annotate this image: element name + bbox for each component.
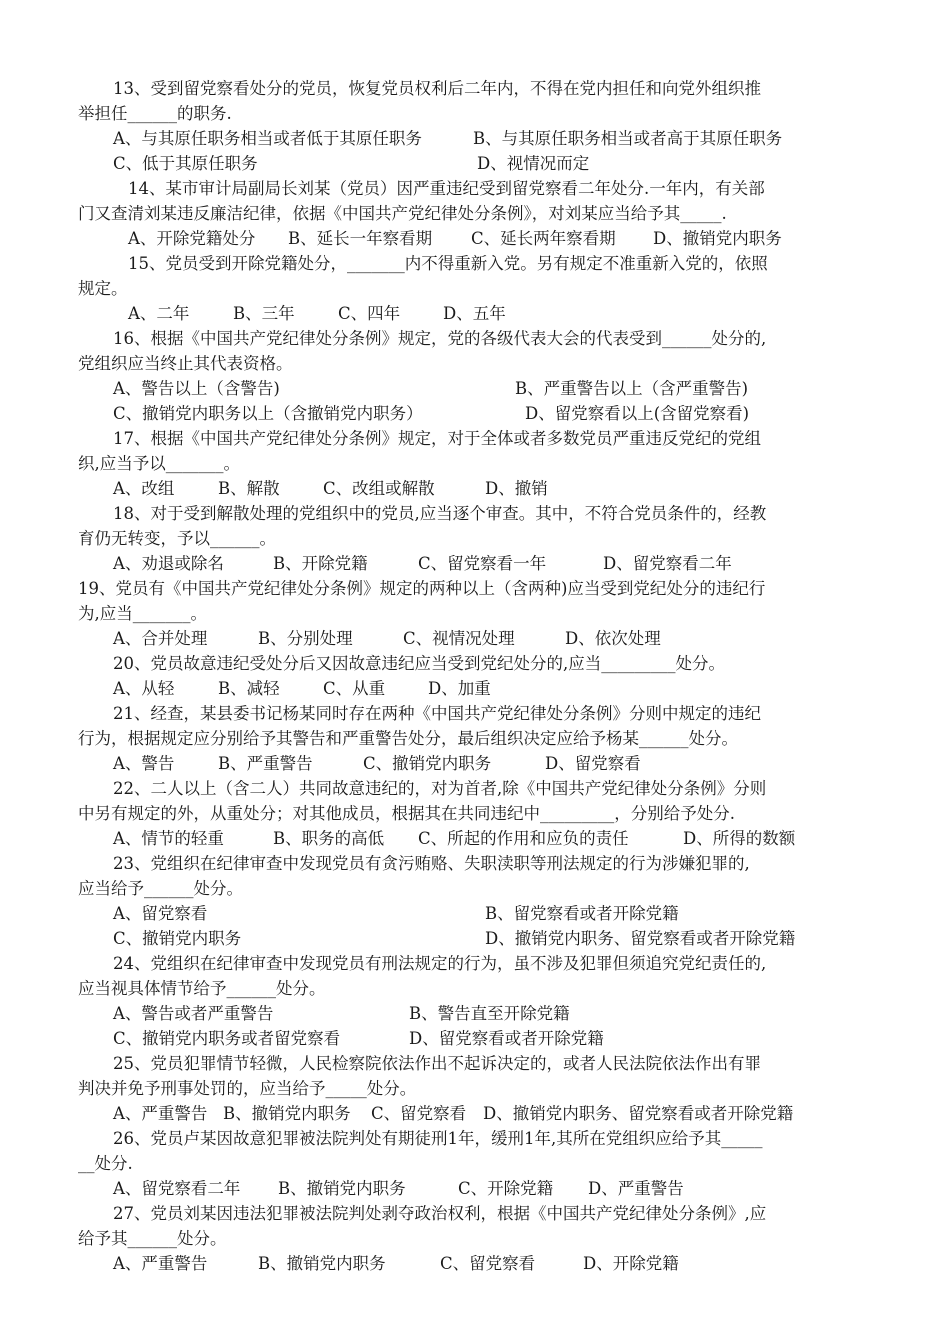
question-text: 19、党员有《中国共产党纪律处分条例》规定的两种以上（含两种)应当受到党纪处分的违纪行 [78,579,766,598]
option-b: B、严重警告以上（含严重警告) [515,379,749,398]
option-c: C、留党察看一年 [418,554,547,573]
option-c: C、延长两年察看期 [471,229,616,248]
question-text: 22、二人以上（含二人）共同故意违纪的，对为首者,除《中国共产党纪律处分条例》分则 [113,779,767,798]
option-row [113,926,913,951]
question-text: 20、党员故意违纪受处分后又因故意违纪应当受到党纪处分的,应当_________处分。 [113,654,725,673]
option-b: B、开除党籍 [273,554,368,573]
option-row [113,151,913,176]
question-text: 23、党组织在纪律审查中发现党员有贪污贿赂、失职渎职等刑法规定的行为涉嫌犯罪的, [113,854,750,873]
option-d: D、撤销 [485,479,548,498]
option-d: D、留党察看以上(含留党察看) [525,404,750,423]
option-c: C、撤销党内职务 [113,929,242,948]
question-text: 15、党员受到开除党籍处分，_______内不得重新入党。另有规定不准重新入党的，依照 [128,254,768,273]
option-c: C、改组或解散 [323,479,435,498]
option-b: B、减轻 [218,679,280,698]
option-row [113,1001,913,1026]
option-a: A、警告以上（含警告) [113,379,280,398]
option-d: D、所得的数额 [683,829,796,848]
question-text: 13、受到留党察看处分的党员，恢复党员权利后二年内，不得在党内担任和向党外组织推 [113,79,761,98]
option-b: B、职务的高低 [273,829,385,848]
option-row [113,376,913,401]
option-a: A、留党察看二年 [113,1179,241,1198]
question-text: 织,应当予以_______。 [78,454,240,473]
option-row [113,1101,913,1126]
option-b: B、分别处理 [258,629,353,648]
option-row [113,1176,913,1201]
question-text: 27、党员刘某因违法犯罪被法院判处剥夺政治权利，根据《中国共产党纪律处分条例》,应 [113,1204,767,1223]
option-d: D、视情况而定 [477,154,590,173]
question-text: 16、根据《中国共产党纪律处分条例》规定，党的各级代表大会的代表受到______处分的, [113,329,767,348]
question-text: 17、根据《中国共产党纪律处分条例》规定，对于全体或者多数党员严重违反党纪的党组 [113,429,761,448]
option-d: D、留党察看或者开除党籍 [409,1029,604,1048]
question-text: 应当视具体情节给予______处分。 [78,979,326,998]
question-text: 规定。 [78,279,128,298]
option-c: C、撤销党内职务 [363,754,492,773]
option-c: C、四年 [338,304,401,323]
option-a: A、改组 [113,479,175,498]
option-row [128,301,928,326]
option-b: B、与其原任职务相当或者高于其原任职务 [473,129,783,148]
option-a: A、情节的轻重 [113,829,224,848]
question-text: 14、某市审计局副局长刘某（党员）因严重违纪受到留党察看二年处分.一年内，有关部 [128,179,765,198]
option-a: A、留党察看 [113,904,208,923]
option-d: D、开除党籍 [583,1254,679,1273]
option-c: C、撤销党内职务或者留党察看 [113,1029,341,1048]
question-text: 21、经查，某县委书记杨某同时存在两种《中国共产党纪律处分条例》分则中规定的违纪 [113,704,761,723]
option-row [113,1251,913,1276]
question-text: 育仍无转变，予以______。 [78,529,276,548]
option-a: A、警告 [113,754,175,773]
option-d: D、留党察看二年 [603,554,732,573]
option-c: C、从重 [323,679,386,698]
question-text: 给予其______处分。 [78,1229,227,1248]
question-text: __处分. [78,1154,133,1173]
option-row [113,1026,913,1051]
option-d: D、加重 [428,679,491,698]
question-text: 门又查清刘某违反廉洁纪律，依据《中国共产党纪律处分条例》，对刘某应当给予其_____. [78,204,727,223]
option-a: A、合并处理 [113,629,208,648]
option-row [113,476,913,501]
option-a: A、严重警告 [113,1104,208,1123]
option-b: B、留党察看或者开除党籍 [485,904,679,923]
option-row [113,626,913,651]
option-b: B、严重警告 [218,754,313,773]
option-b: B、延长一年察看期 [288,229,433,248]
option-row [113,901,913,926]
option-a: A、警告或者严重警告 [113,1004,274,1023]
option-row [113,676,913,701]
option-a: A、严重警告 [113,1254,208,1273]
option-c: C、留党察看 [371,1104,467,1123]
question-text: 26、党员卢某因故意犯罪被法院判处有期徒刑1年，缓刑1年,其所在党组织应给予其_____ [113,1129,763,1148]
option-row [113,551,913,576]
option-d: D、依次处理 [565,629,661,648]
option-a: A、二年 [128,304,190,323]
option-c: C、低于其原任职务 [113,154,258,173]
question-text: 24、党组织在纪律审查中发现党员有刑法规定的行为，虽不涉及犯罪但须追究党纪责任的, [113,954,767,973]
option-d: D、留党察看 [545,754,641,773]
option-row [113,401,913,426]
option-c: C、视情况处理 [403,629,515,648]
option-a: A、劝退或除名 [113,554,224,573]
option-d: D、撤销党内职务、留党察看或者开除党籍 [483,1104,794,1123]
question-text: 25、党员犯罪情节轻微，人民检察院依法作出不起诉决定的，或者人民法院依法作出有罪 [113,1054,761,1073]
option-b: B、警告直至开除党籍 [409,1004,570,1023]
question-text: 行为，根据规定应分别给予其警告和严重警告处分，最后组织决定应给予杨某______处分。 [78,729,738,748]
option-b: B、撤销党内职务 [278,1179,406,1198]
option-row [113,126,913,151]
question-text: 举担任______的职务. [78,104,232,123]
option-a: A、开除党籍处分 [128,229,256,248]
option-c: C、开除党籍 [458,1179,554,1198]
option-row [113,751,913,776]
option-d: D、严重警告 [588,1179,684,1198]
option-b: B、撤销党内职务 [223,1104,351,1123]
question-text: 党组织应当终止其代表资格。 [78,354,293,373]
option-row [113,826,913,851]
option-d: D、五年 [443,304,506,323]
option-a: A、从轻 [113,679,175,698]
option-d: D、撤销党内职务 [653,229,782,248]
option-c: C、撤销党内职务以上（含撤销党内职务） [113,404,423,423]
option-b: B、三年 [233,304,295,323]
option-b: B、解散 [218,479,280,498]
option-c: C、留党察看 [440,1254,536,1273]
question-text: 应当给予______处分。 [78,879,243,898]
question-text: 中另有规定的外，从重处分；对其他成员，根据其在共同违纪中_________，分别给予处分. [78,804,735,823]
option-a: A、与其原任职务相当或者低于其原任职务 [113,129,422,148]
question-text: 为,应当_______。 [78,604,207,623]
question-text: 判决并免予刑事处罚的，应当给予_____处分。 [78,1079,417,1098]
question-text: 18、对于受到解散处理的党组织中的党员,应当逐个审查。其中，不符合党员条件的，经教 [113,504,767,523]
option-c: C、所起的作用和应负的责任 [418,829,629,848]
option-b: B、撤销党内职务 [258,1254,386,1273]
option-row [128,226,928,251]
option-d: D、撤销党内职务、留党察看或者开除党籍 [485,929,796,948]
